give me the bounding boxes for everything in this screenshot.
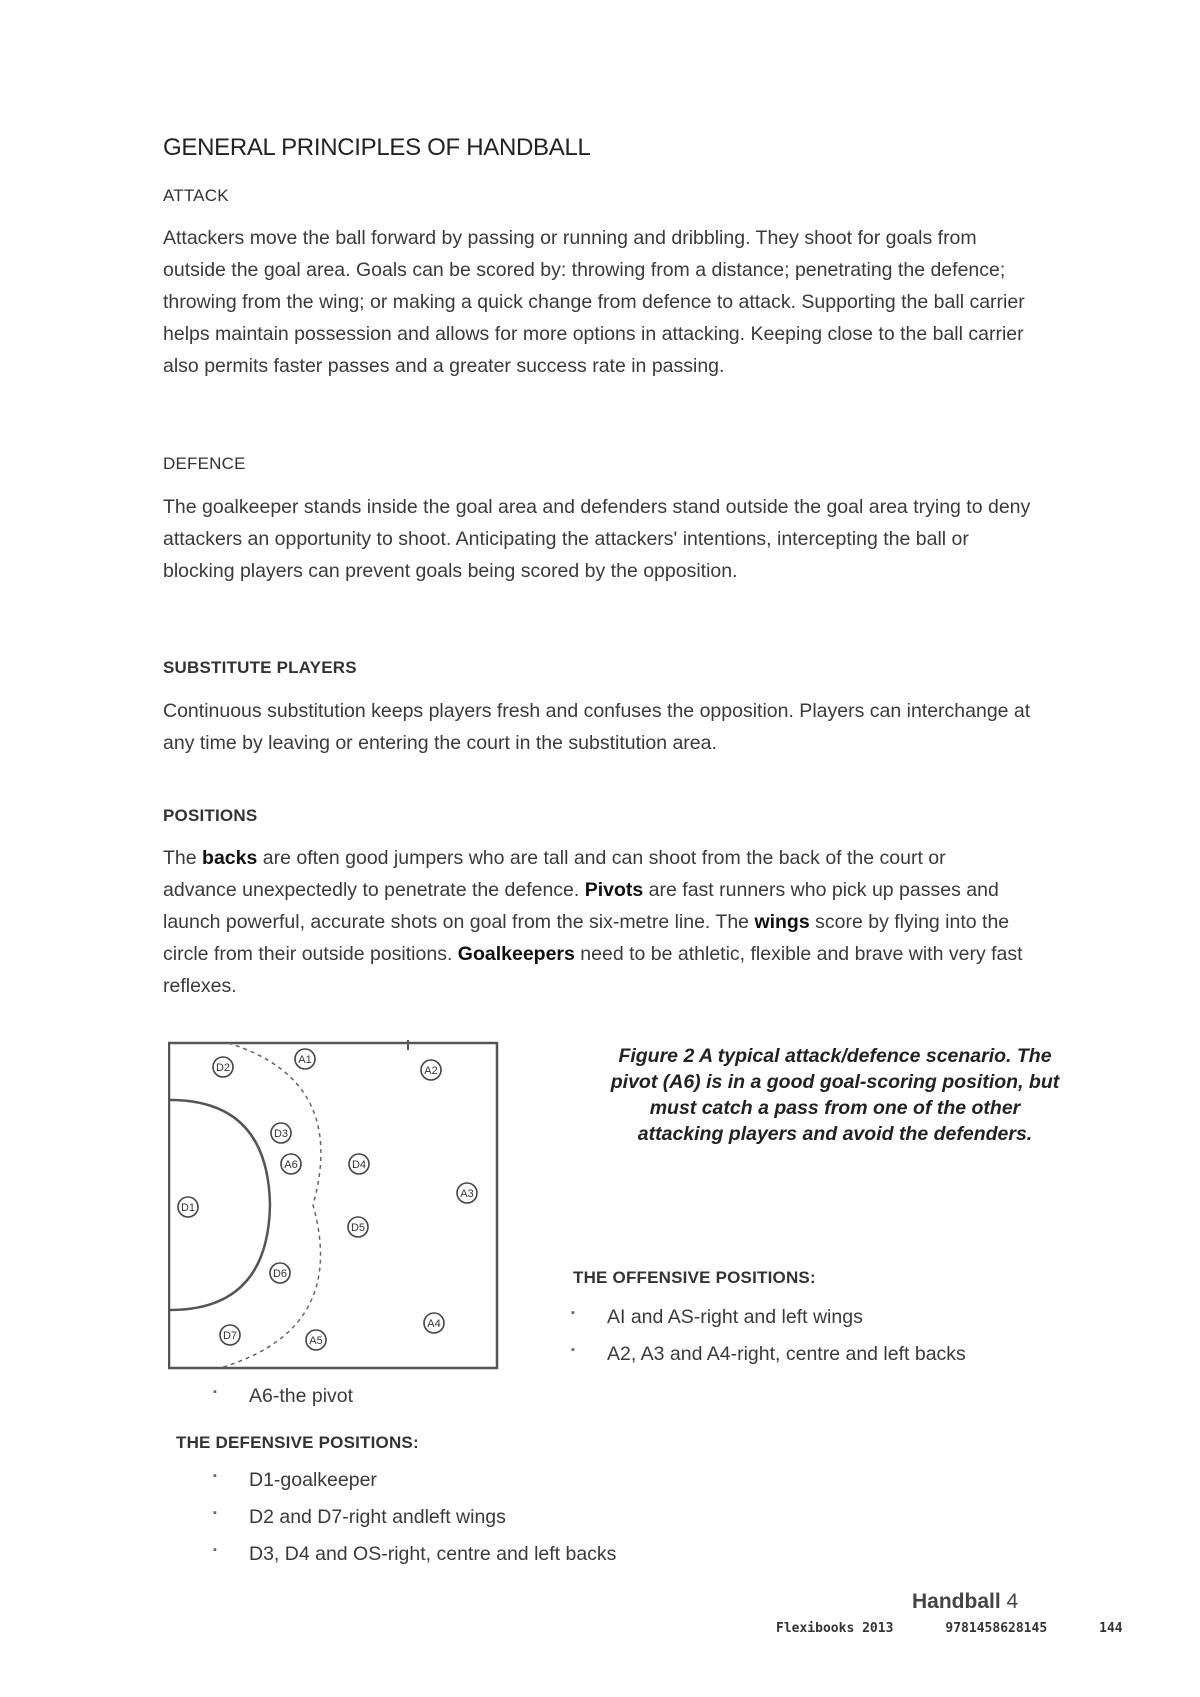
svg-text:A1: A1	[298, 1054, 312, 1066]
positions-paragraph: The backs are often good jumpers who are tall and can shoot from the back of the court or advance unexpectedly to penetrate the defence. Pivots are fast runners who pick up passes and launch powerful, accurate shots on goal from the six-metre line. The wings score by flying into the circle from their outside positions. Goalkeepers need to be athletic, flexible and brave with very fast reflexes.	[163, 847, 1023, 997]
player-d5	[348, 1217, 368, 1237]
list-item: ▪ D1-goalkeeper	[205, 1469, 616, 1492]
offensive-list-cont	[205, 1385, 353, 1408]
player-a3	[457, 1183, 477, 1203]
backs-term: backs	[202, 847, 258, 869]
player-a4	[424, 1313, 444, 1333]
svg-text:A6: A6	[284, 1159, 298, 1171]
player-d3	[271, 1123, 291, 1143]
svg-text:D6: D6	[272, 1268, 288, 1280]
player-d4	[349, 1154, 369, 1174]
goalkeepers-term: Goalkeepers	[457, 943, 575, 965]
publisher: Flexibooks 2013	[776, 1621, 894, 1636]
defence-heading: DEFENCE	[163, 454, 246, 473]
page-title: GENERAL PRINCIPLES OF HANDBALL	[163, 134, 591, 161]
svg-text:D3: D3	[273, 1128, 289, 1140]
list-item: ▪ D3, D4 and OS-right, centre and left backs	[205, 1543, 616, 1566]
pivots-term: Pivots	[584, 879, 644, 901]
svg-text:A5: A5	[309, 1335, 323, 1347]
list-item: ▪ AI and AS-right and left wings	[563, 1306, 966, 1329]
page-number: 144	[1099, 1621, 1123, 1636]
svg-text:D7: D7	[222, 1330, 238, 1342]
attack-paragraph: Attackers move the ball forward by passing or running and dribbling. They shoot for goals from outside the goal area. Goals can be scored by: throwing from a distance; penetrating the defence; throwing from the wing; or making a quick change from defence to attack. Supporting the ball carrier helps maintain possession and allows for more options in attacking. Keeping close to the ball carrier also permits faster passes and a greater success rate in passing.	[163, 227, 1025, 377]
footer-info	[776, 1621, 1123, 1636]
svg-text:D4: D4	[351, 1159, 367, 1171]
player-d1	[178, 1197, 198, 1217]
player-d7	[220, 1325, 240, 1345]
offensive-heading: THE OFFENSIVE POSITIONS:	[573, 1268, 816, 1287]
defence-paragraph: The goalkeeper stands inside the goal area and defenders stand outside the goal area trying to deny attackers an opportunity to shoot. Anticipating the attackers' intentions, intercepting the ball or blocking players can prevent goals being scored by the opposition.	[163, 496, 1031, 582]
svg-text:A2: A2	[424, 1065, 438, 1077]
defensive-list	[205, 1469, 616, 1566]
defensive-heading: THE DEFENSIVE POSITIONS:	[176, 1433, 419, 1452]
player-a6	[281, 1154, 301, 1174]
list-item: ▪ A2, A3 and A4-right, centre and left backs	[563, 1343, 966, 1366]
svg-text:D5: D5	[350, 1222, 366, 1234]
player-a1	[295, 1049, 315, 1069]
substitute-heading: SUBSTITUTE PLAYERS	[163, 658, 357, 677]
footer-title: Handball 4	[912, 1590, 1019, 1613]
court-diagram	[168, 1040, 500, 1370]
positions-heading: POSITIONS	[163, 806, 258, 825]
list-item: ▪ A6-the pivot	[205, 1385, 353, 1408]
attack-heading: ATTACK	[163, 186, 229, 205]
offensive-list	[563, 1306, 966, 1366]
player-d6	[270, 1263, 290, 1283]
svg-text:A3: A3	[460, 1188, 474, 1200]
player-a2	[421, 1060, 441, 1080]
substitute-paragraph: Continuous substitution keeps players fresh and confuses the opposition. Players can interchange at any time by leaving or entering the court in the substitution area.	[163, 700, 1031, 754]
svg-text:D2: D2	[215, 1062, 231, 1074]
player-d2	[213, 1057, 233, 1077]
figure-caption: Figure 2 A typical attack/defence scenario. The pivot (A6) is in a good goal-scoring position, but must catch a pass from one of the other attacking players and avoid the defenders.	[610, 1045, 1060, 1145]
wings-term: wings	[754, 911, 810, 933]
svg-text:A4: A4	[427, 1318, 441, 1330]
list-item: ▪ D2 and D7-right andleft wings	[205, 1506, 616, 1529]
svg-text:D1: D1	[180, 1202, 196, 1214]
player-a5	[306, 1330, 326, 1350]
isbn: 9781458628145	[945, 1621, 1048, 1636]
